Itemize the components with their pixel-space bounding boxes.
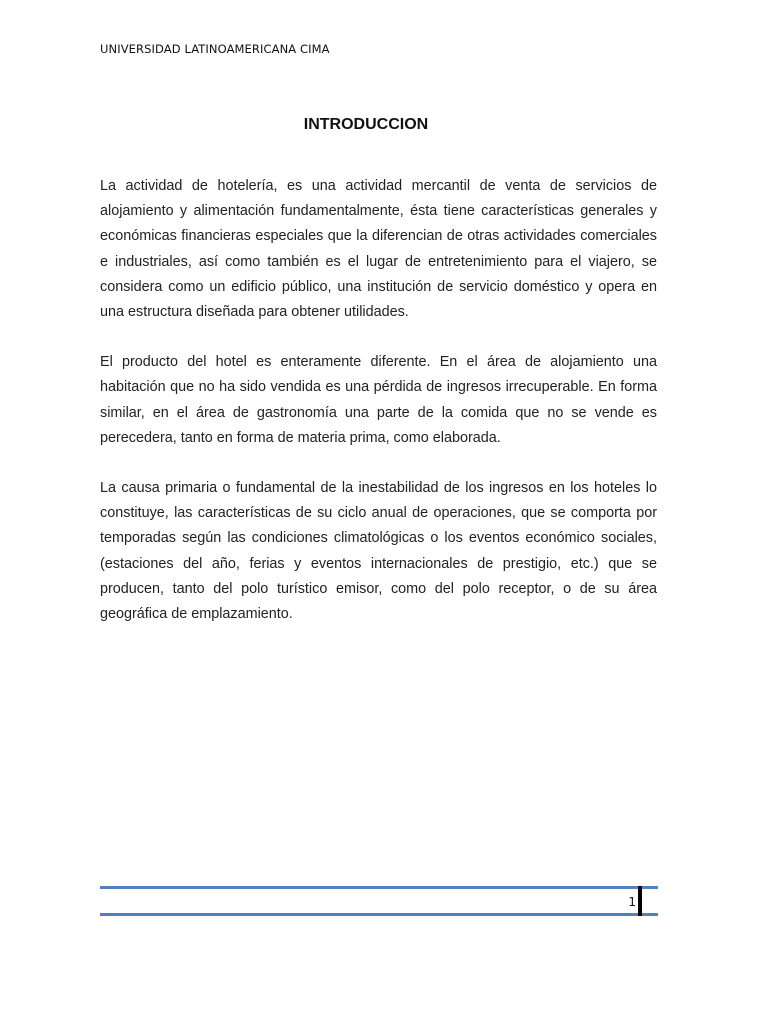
footer-rule-top bbox=[100, 886, 658, 889]
footer-separator-bar bbox=[638, 886, 642, 916]
page-number: 1 bbox=[628, 895, 636, 909]
paragraph-3: La causa primaria o fundamental de la inestabilidad de los ingresos en los hoteles lo constituye, las características de su ciclo anual de operaciones, que se comporta por temporadas según las condiciones climatológicas o los eventos económico sociales, (estaciones del año, ferias y eventos internacionales de prestigio, etc.) que se producen, tanto del polo turístico emisor, como del polo receptor, o de su área geográfica de emplazamiento. bbox=[100, 480, 657, 623]
paragraph-2: El producto del hotel es enteramente diferente. En el área de alojamiento una habitación que no ha sido vendida es una pérdida de ingresos irrecuperable. En forma similar, en el área de gastronomía una parte de la comida que no se vende es perecedera, tanto en forma de materia prima, como elaborada. bbox=[100, 354, 657, 446]
paragraph-1: La actividad de hotelería, es una actividad mercantil de venta de servicios de alojamiento y alimentación fundamentalmente, ésta tiene características generales y económicas financieras especiales que la diferencian de otras actividades comerciales e industriales, así como también es el lugar de entretenimiento para el viajero, se considera como un edificio público, una institución de servicio doméstico y opera en una estructura diseñada para obtener utilidades. bbox=[100, 178, 657, 321]
page-header: UNIVERSIDAD LATINOAMERICANA CIMA bbox=[100, 42, 330, 56]
footer-rule-bottom bbox=[100, 913, 658, 916]
document-body bbox=[100, 174, 657, 652]
document-title: INTRODUCCION bbox=[303, 116, 429, 133]
